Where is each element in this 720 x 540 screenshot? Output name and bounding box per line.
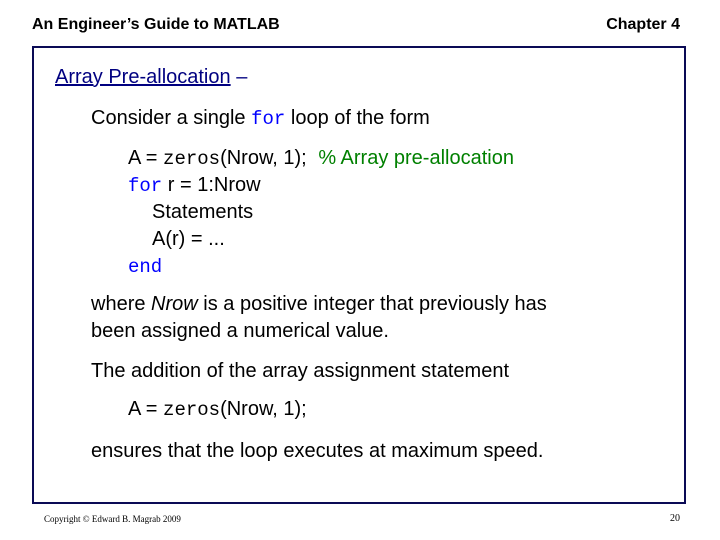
slide-title-dash: – (236, 66, 248, 88)
statement-args: (Nrow, 1); (220, 398, 307, 420)
where-line-2: been assigned a numerical value. (91, 320, 389, 342)
book-title: An Engineer’s Guide to MATLAB (32, 16, 280, 33)
addition-line: The addition of the array assignment statement (91, 360, 510, 382)
code-line-1-args: (Nrow, 1); (220, 147, 307, 169)
intro-line (91, 107, 430, 130)
code-line-1-fn: zeros (163, 148, 221, 170)
intro-code-for: for (251, 108, 286, 130)
copyright-text: Copyright © Edward B. Magrab 2009 (44, 514, 181, 524)
statement-lhs: A = (128, 398, 158, 420)
where-line-1 (91, 293, 547, 316)
conclusion-line: ensures that the loop executes at maximum speed. (91, 440, 544, 462)
code-line-5 (128, 255, 162, 278)
statement-fn: zeros (163, 399, 221, 421)
where-after: is a positive integer that previously has (203, 293, 547, 315)
code-line-2 (128, 174, 261, 197)
code-line-2-rest: r = 1:Nrow (167, 174, 261, 196)
code-line-5-keyword: end (128, 256, 163, 278)
chapter-label: Chapter 4 (606, 16, 680, 33)
code-line-4: A(r) = ... (152, 228, 225, 250)
code-line-1-lhs: A = (128, 147, 158, 169)
code-line-3: Statements (152, 201, 254, 223)
slide-title (55, 66, 247, 89)
intro-before: Consider a single (91, 107, 246, 129)
statement-line (128, 398, 307, 421)
where-before: where (91, 293, 146, 315)
slide-title-text: Array Pre-allocation (55, 66, 231, 88)
where-var: Nrow (151, 293, 198, 315)
code-line-2-keyword: for (128, 175, 163, 197)
code-line-1-comment: % Array pre-allocation (318, 147, 514, 169)
intro-after: loop of the form (290, 107, 430, 129)
page-number: 20 (670, 513, 680, 524)
code-line-1 (128, 147, 514, 170)
